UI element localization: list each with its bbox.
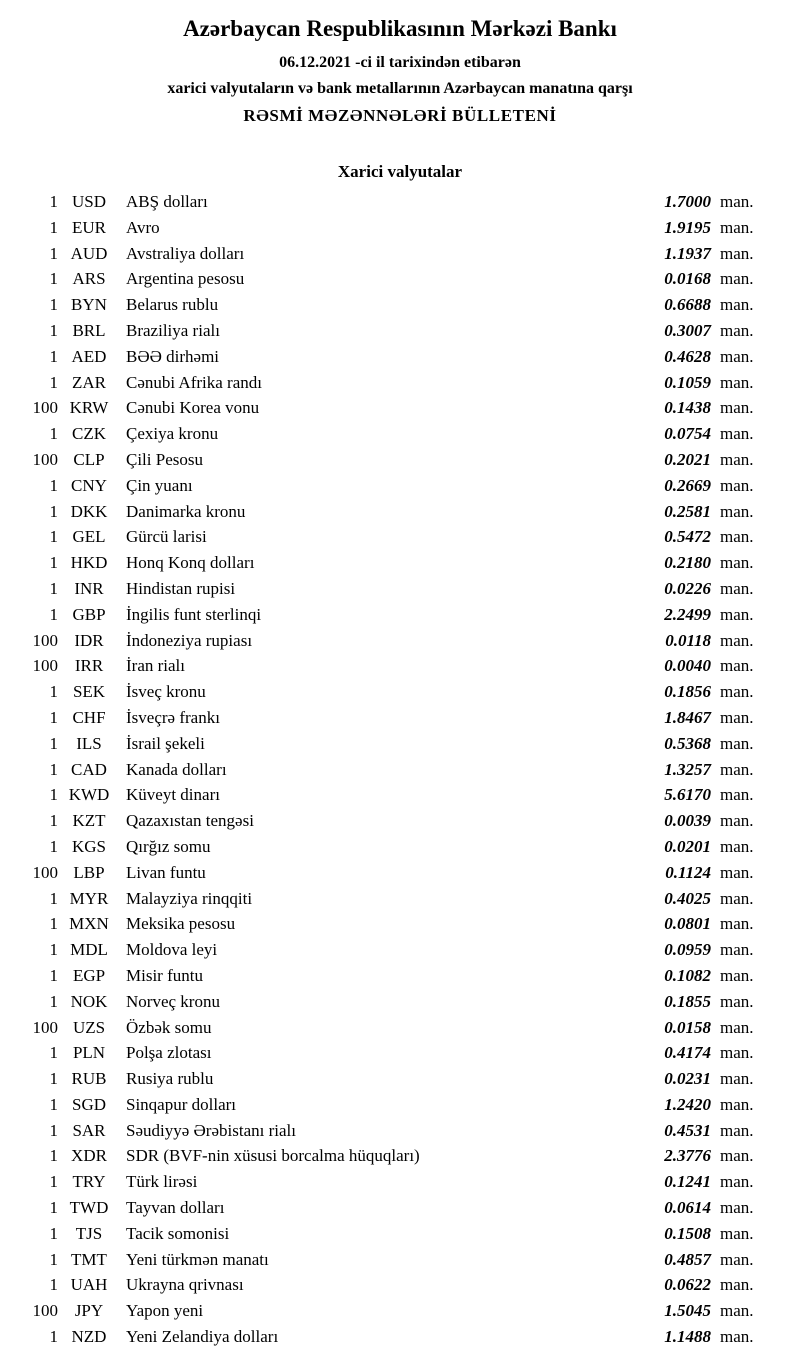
currency-quantity: 100 [32, 862, 58, 882]
currency-quantity: 100 [32, 630, 58, 650]
currency-quantity: 1 [49, 217, 58, 237]
currency-name: Meksika pesosu [126, 914, 236, 934]
currency-rate: 0.0168 [664, 269, 711, 289]
currency-name: Kanada dolları [126, 759, 227, 779]
currency-quantity: 100 [32, 656, 58, 676]
currency-row [14, 370, 772, 396]
currency-name: BƏƏ dirhəmi [126, 346, 220, 366]
currency-unit: man. [720, 1094, 754, 1114]
currency-rate: 2.2499 [664, 604, 711, 624]
currency-row [14, 473, 772, 499]
currency-row [14, 1221, 772, 1247]
currency-rate: 2.3776 [664, 1146, 711, 1166]
currency-rate: 1.1488 [664, 1327, 711, 1347]
currency-rate: 0.0201 [664, 836, 711, 856]
currency-code: TJS [75, 1223, 103, 1243]
currency-row [14, 189, 772, 215]
currency-code: MXN [69, 914, 109, 934]
currency-row [14, 1040, 772, 1066]
currency-name: Honq Konq dolları [126, 553, 255, 573]
bulletin-subtitle: xarici valyutaların və bank metallarının Azərbaycan manatına qarşı [167, 80, 633, 97]
currency-row [14, 834, 772, 860]
currency-row [14, 421, 772, 447]
currency-unit: man. [720, 1069, 754, 1089]
currency-quantity: 1 [49, 578, 58, 598]
currency-code: PLN [72, 1043, 106, 1063]
currency-code: GEL [72, 527, 106, 547]
currency-quantity: 1 [49, 682, 58, 702]
currency-name: Braziliya rialı [126, 320, 220, 340]
currency-quantity: 1 [49, 424, 58, 444]
currency-quantity: 1 [49, 888, 58, 908]
currency-row [14, 550, 772, 576]
currency-quantity: 100 [32, 449, 58, 469]
currency-rate: 0.0158 [664, 1017, 711, 1037]
currency-name: Misir funtu [126, 965, 203, 985]
currency-name: Avstraliya dolları [126, 243, 245, 263]
currency-unit: man. [720, 1172, 754, 1192]
currency-code: SEK [72, 682, 106, 702]
currency-name: Cənubi Korea vonu [126, 398, 260, 418]
currency-code: ARS [72, 269, 106, 289]
currency-rate: 0.1124 [665, 862, 711, 882]
currency-name: Ukrayna qrivnası [126, 1275, 244, 1295]
currency-code: HKD [70, 553, 108, 573]
currency-quantity: 100 [32, 398, 58, 418]
currency-quantity: 1 [49, 759, 58, 779]
currency-quantity: 100 [32, 1017, 58, 1037]
currency-rate: 0.0959 [664, 940, 711, 960]
currency-rate: 0.0801 [664, 914, 711, 934]
currency-row [14, 602, 772, 628]
currency-quantity: 1 [49, 527, 58, 547]
currency-code: CAD [71, 759, 107, 779]
currency-name: İngilis funt sterlinqi [126, 604, 262, 624]
currency-name: ABŞ dolları [126, 192, 208, 211]
currency-code: AUD [70, 243, 108, 263]
currency-rate: 1.3257 [664, 759, 711, 779]
currency-row [14, 1169, 772, 1195]
currency-unit: man. [720, 914, 754, 934]
currency-unit: man. [720, 475, 754, 495]
currency-code: RUB [71, 1069, 107, 1089]
currency-name: Türk lirəsi [126, 1172, 198, 1192]
currency-quantity: 1 [49, 836, 58, 856]
currency-quantity: 1 [49, 1146, 58, 1166]
currency-unit: man. [720, 707, 754, 727]
currency-row [14, 292, 772, 318]
currency-name: Sinqapur dolları [126, 1094, 237, 1114]
currency-row [14, 1272, 772, 1298]
currency-name: Rusiya rublu [126, 1069, 214, 1089]
currency-name: Avro [126, 217, 160, 237]
currency-rate: 0.0118 [665, 630, 711, 650]
currency-rate: 0.1855 [664, 991, 711, 1011]
currency-name: Yapon yeni [126, 1301, 204, 1321]
currency-row [14, 1324, 772, 1348]
currency-code: CLP [73, 449, 105, 469]
currency-unit: man. [720, 320, 754, 340]
effective-date-line: 06.12.2021 -ci il tarixindən etibarən [279, 54, 521, 71]
currency-code: JPY [74, 1301, 104, 1321]
currency-quantity: 1 [49, 1120, 58, 1140]
currency-code: BYN [71, 295, 107, 315]
currency-code: SGD [71, 1094, 106, 1114]
currency-unit: man. [720, 862, 754, 882]
currency-code: UZS [72, 1017, 106, 1037]
currency-code: DKK [70, 501, 108, 521]
currency-name: İsveç kronu [126, 682, 206, 702]
currency-quantity: 1 [49, 295, 58, 315]
currency-unit: man. [720, 759, 754, 779]
currency-unit: man. [720, 527, 754, 547]
currency-row [14, 1092, 772, 1118]
currency-rate: 1.9195 [664, 217, 711, 237]
currency-rate: 0.4857 [664, 1249, 711, 1269]
currency-unit: man. [720, 888, 754, 908]
currency-quantity: 1 [49, 965, 58, 985]
currency-unit: man. [720, 243, 754, 263]
currency-quantity: 1 [49, 346, 58, 366]
currency-code: KWD [68, 785, 110, 805]
currency-row [14, 782, 772, 808]
currency-name: Cənubi Afrika randı [126, 372, 262, 392]
currency-row [14, 808, 772, 834]
currency-row [14, 447, 772, 473]
currency-name: Hindistan rupisi [126, 578, 236, 598]
currency-row [14, 1066, 772, 1092]
currency-code: SAR [72, 1120, 106, 1140]
currency-unit: man. [720, 1275, 754, 1295]
currency-name: Malayziya rinqqiti [126, 888, 253, 908]
currency-name: Belarus rublu [126, 295, 219, 315]
currency-rate: 0.4025 [664, 888, 711, 908]
currency-rate: 0.6688 [664, 295, 711, 315]
currency-code: ZAR [72, 372, 106, 392]
bank-title: Azərbaycan Respublikasının Mərkəzi Bankı [183, 16, 617, 41]
currency-row [14, 344, 772, 370]
currency-row [14, 886, 772, 912]
currency-quantity: 1 [49, 604, 58, 624]
currency-row [14, 1118, 772, 1144]
currency-rate: 0.3007 [664, 320, 711, 340]
currency-unit: man. [720, 1017, 754, 1037]
currency-code: XDR [71, 1146, 107, 1166]
currency-unit: man. [720, 1146, 754, 1166]
currency-code: NZD [71, 1327, 107, 1347]
currency-rate: 0.0231 [664, 1069, 711, 1089]
currency-unit: man. [720, 578, 754, 598]
currency-code: TRY [72, 1172, 106, 1192]
currency-rate: 1.5045 [664, 1301, 711, 1321]
currency-unit: man. [720, 192, 754, 211]
currency-row [14, 1298, 772, 1324]
currency-row [14, 1015, 772, 1041]
currency-row [14, 705, 772, 731]
currency-row [14, 731, 772, 757]
currency-code: KZT [72, 811, 106, 831]
currency-unit: man. [720, 1043, 754, 1063]
currency-name: Tayvan dolları [126, 1198, 225, 1218]
currency-quantity: 1 [49, 707, 58, 727]
currency-rate: 0.0226 [664, 578, 711, 598]
currency-name: Çexiya kronu [126, 424, 219, 444]
currency-row [14, 989, 772, 1015]
currency-unit: man. [720, 733, 754, 753]
currency-rate: 1.7000 [664, 192, 711, 211]
currency-quantity: 1 [49, 1172, 58, 1192]
currency-name: Danimarka kronu [126, 501, 246, 521]
currency-rate: 0.1082 [664, 965, 711, 985]
currency-quantity: 100 [32, 1301, 58, 1321]
currency-code: CHF [72, 707, 106, 727]
currency-code: KGS [71, 836, 106, 856]
currency-quantity: 1 [49, 1069, 58, 1089]
currency-rate: 0.2021 [664, 449, 711, 469]
currency-row [14, 1195, 772, 1221]
currency-rate: 0.5368 [664, 733, 711, 753]
currency-name: Qırğız somu [126, 836, 211, 856]
currency-name: Polşa zlotası [126, 1043, 212, 1063]
currency-rate: 0.0614 [664, 1198, 711, 1218]
currency-name: Yeni türkmən manatı [126, 1249, 269, 1269]
currency-quantity: 1 [49, 1275, 58, 1295]
currency-code: KRW [69, 398, 109, 418]
currency-unit: man. [720, 553, 754, 573]
currency-rate: 1.8467 [664, 707, 711, 727]
currency-code: BRL [72, 320, 106, 340]
currency-name: Çin yuanı [126, 475, 193, 495]
currency-quantity: 1 [49, 1223, 58, 1243]
currency-rate: 1.2420 [664, 1094, 711, 1114]
currency-rate: 0.1508 [664, 1223, 711, 1243]
currency-unit: man. [720, 1198, 754, 1218]
currency-unit: man. [720, 1327, 754, 1347]
currency-name: Səudiyyə Ərəbistanı rialı [126, 1120, 296, 1140]
currency-code: AED [71, 346, 107, 366]
currency-quantity: 1 [49, 940, 58, 960]
currency-unit: man. [720, 1223, 754, 1243]
currency-name: İndoneziya rupiası [126, 630, 253, 650]
currency-row [14, 1247, 772, 1273]
currency-row [14, 911, 772, 937]
currency-row [14, 241, 772, 267]
currency-code: GBP [72, 604, 106, 624]
currency-row [14, 860, 772, 886]
currency-rate: 0.0039 [664, 811, 711, 831]
currency-rate: 0.5472 [664, 527, 711, 547]
currency-unit: man. [720, 785, 754, 805]
currency-code: ILS [76, 733, 102, 753]
currency-name: SDR (BVF-nin xüsusi borcalma hüquqları) [126, 1146, 420, 1166]
currency-row [14, 576, 772, 602]
currency-unit: man. [720, 398, 754, 418]
currency-name: Argentina pesosu [126, 269, 245, 289]
currency-row [14, 679, 772, 705]
currency-code: LBP [73, 862, 105, 882]
currency-name: İsveçrə frankı [126, 707, 220, 727]
currency-unit: man. [720, 449, 754, 469]
currency-quantity: 1 [49, 553, 58, 573]
currency-quantity: 1 [49, 1043, 58, 1063]
currency-rate: 0.1059 [664, 372, 711, 392]
currency-name: Çili Pesosu [126, 449, 203, 469]
currency-name: Gürcü larisi [126, 527, 207, 547]
currency-row [14, 937, 772, 963]
currency-name: İsrail şekeli [126, 733, 205, 753]
currency-rate: 0.4531 [664, 1120, 711, 1140]
currency-name: Özbək somu [126, 1017, 212, 1037]
currency-code: UAH [70, 1275, 108, 1295]
currency-unit: man. [720, 217, 754, 237]
currency-quantity: 1 [49, 475, 58, 495]
currency-unit: man. [720, 656, 754, 676]
currency-name: Qazaxıstan tengəsi [126, 811, 254, 831]
currency-name: Küveyt dinarı [126, 785, 220, 805]
currency-unit: man. [720, 269, 754, 289]
currency-code: IDR [74, 630, 104, 650]
currency-rate: 0.0622 [664, 1275, 711, 1295]
currency-unit: man. [720, 940, 754, 960]
currency-unit: man. [720, 1301, 754, 1321]
currency-code: EGP [72, 965, 106, 985]
currency-code: IRR [74, 656, 104, 676]
currency-quantity: 1 [49, 733, 58, 753]
currency-rate: 0.0040 [664, 656, 711, 676]
currency-quantity: 1 [49, 991, 58, 1011]
currency-code: MDL [70, 940, 108, 960]
section-title-foreign-currencies: Xarici valyutalar [337, 162, 463, 181]
currency-quantity: 1 [49, 1327, 58, 1347]
currency-name: Livan funtu [126, 862, 206, 882]
currency-quantity: 1 [49, 501, 58, 521]
currency-row [14, 757, 772, 783]
currency-code: CZK [72, 424, 106, 444]
currency-quantity: 1 [49, 372, 58, 392]
currency-rows [0, 189, 800, 1348]
currency-row [14, 1143, 772, 1169]
currency-unit: man. [720, 1120, 754, 1140]
currency-unit: man. [720, 501, 754, 521]
currency-unit: man. [720, 424, 754, 444]
currency-rate: 0.2669 [664, 475, 711, 495]
currency-rate: 0.1241 [664, 1172, 711, 1192]
currency-name: Yeni Zelandiya dolları [126, 1327, 279, 1347]
currency-quantity: 1 [49, 192, 58, 211]
currency-unit: man. [720, 604, 754, 624]
currency-quantity: 1 [49, 914, 58, 934]
currency-quantity: 1 [49, 320, 58, 340]
currency-rate: 0.2180 [664, 553, 711, 573]
currency-quantity: 1 [49, 1094, 58, 1114]
currency-name: Norveç kronu [126, 991, 220, 1011]
currency-unit: man. [720, 372, 754, 392]
currency-rate: 1.1937 [664, 243, 711, 263]
currency-row [14, 524, 772, 550]
currency-unit: man. [720, 836, 754, 856]
currency-name: İran rialı [126, 656, 185, 676]
currency-row [14, 653, 772, 679]
currency-rate: 0.1856 [664, 682, 711, 702]
currency-rate: 0.1438 [664, 398, 711, 418]
currency-unit: man. [720, 965, 754, 985]
currency-quantity: 1 [49, 1249, 58, 1269]
currency-code: NOK [70, 991, 108, 1011]
currency-unit: man. [720, 346, 754, 366]
currency-quantity: 1 [49, 811, 58, 831]
currency-code: EUR [72, 217, 106, 237]
currency-unit: man. [720, 630, 754, 650]
currency-unit: man. [720, 991, 754, 1011]
bulletin-heading: RƏSMİ MƏZƏNNƏLƏRİ BÜLLETENİ [243, 106, 557, 125]
currency-unit: man. [720, 1249, 754, 1269]
currency-name: Moldova leyi [126, 940, 218, 960]
currency-unit: man. [720, 811, 754, 831]
currency-code: TMT [71, 1249, 107, 1269]
currency-row [14, 215, 772, 241]
currency-rate: 0.4628 [664, 346, 711, 366]
currency-rate: 0.4174 [664, 1043, 711, 1063]
currency-code: CNY [71, 475, 107, 495]
currency-code: INR [74, 578, 104, 598]
currency-unit: man. [720, 295, 754, 315]
currency-quantity: 1 [49, 269, 58, 289]
currency-rate: 0.0754 [664, 424, 711, 444]
currency-name: Tacik somonisi [126, 1223, 230, 1243]
currency-row [14, 499, 772, 525]
currency-rate: 0.2581 [664, 501, 711, 521]
currency-unit: man. [720, 682, 754, 702]
currency-code: TWD [69, 1198, 109, 1218]
currency-row [14, 266, 772, 292]
currency-quantity: 1 [49, 243, 58, 263]
currency-row [14, 395, 772, 421]
currency-code: USD [71, 192, 106, 211]
currency-row [14, 318, 772, 344]
currency-quantity: 1 [49, 785, 58, 805]
currency-rate: 5.6170 [664, 785, 711, 805]
currency-quantity: 1 [49, 1198, 58, 1218]
currency-row [14, 963, 772, 989]
currency-code: MYR [69, 888, 109, 908]
currency-row [14, 628, 772, 654]
